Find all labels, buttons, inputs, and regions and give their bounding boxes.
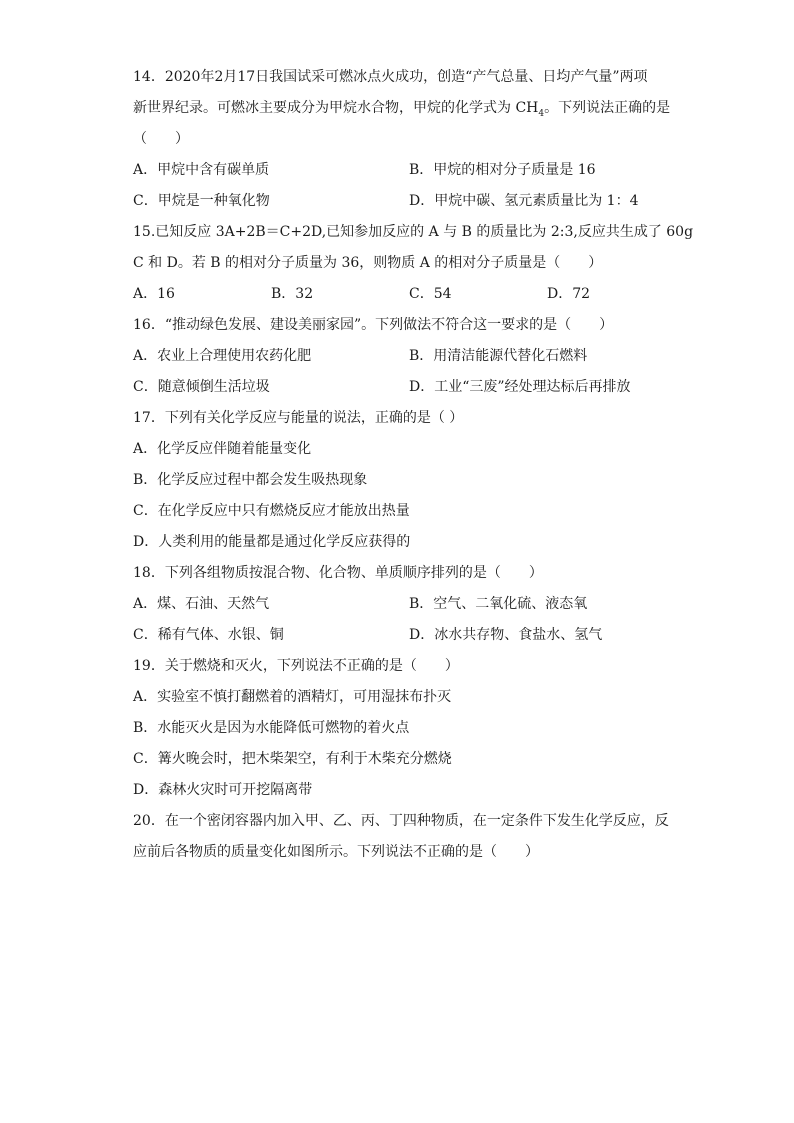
question-text-line: 17．下列有关化学反应与能量的说法，正确的是（ ） [133, 410, 464, 426]
option-c: C．篝火晚会时，把木柴架空，有利于木柴充分燃烧 [133, 751, 452, 767]
question-text-line: 19．关于燃烧和灭火，下列说法不正确的是（ ） [133, 658, 459, 674]
option-a: A．16 [133, 286, 175, 302]
option-c: C．随意倾倒生活垃圾 [133, 379, 270, 395]
option-b: B．水能灭火是因为水能降低可燃物的着火点 [133, 720, 410, 736]
question-text-line: 应前后各物质的质量变化如图所示。下列说法不正确的是（ ） [133, 844, 539, 860]
option-d: D．冰水共存物、食盐水、氢气 [409, 627, 603, 643]
option-a: A．实验室不慎打翻燃着的酒精灯，可用湿抹布扑灭 [133, 689, 452, 705]
question-text-line: 15.已知反应 3A+2B＝C+2D,已知参加反应的 A 与 B 的质量比为 2:3,反应共生成了 60g [133, 224, 694, 240]
answer-blank: （ ） [133, 131, 189, 147]
option-b: B．化学反应过程中都会发生吸热现象 [133, 472, 368, 488]
question-text-line: C 和 D。若 B 的相对分子质量为 36，则物质 A 的相对分子质量是（ ） [133, 255, 603, 271]
option-a: A．甲烷中含有碳单质 [133, 162, 270, 178]
question-20 [133, 806, 669, 868]
option-d: D．甲烷中碳、氢元素质量比为 1：4 [409, 193, 639, 209]
question-14 [133, 62, 671, 217]
option-d: D．工业“三废”经处理达标后再排放 [409, 379, 631, 395]
option-b: B．甲烷的相对分子质量是 16 [409, 162, 596, 178]
question-19 [133, 651, 663, 806]
option-b: B．32 [271, 286, 314, 302]
question-text-line: 18．下列各组物质按混合物、化合物、单质顺序排列的是（ ） [133, 565, 543, 581]
option-row [133, 186, 663, 217]
option-d: D．72 [547, 286, 591, 302]
question-text-line: 新世界纪录。可燃冰主要成分为甲烷水合物，甲烷的化学式为 $CH_4$。下列说法正确的是 [133, 100, 671, 119]
option-a: A．化学反应伴随着能量变化 [133, 441, 312, 457]
question-text-line: 14．2020年2月17日我国试采可燃冰点火成功，创造“产气总量、日均产气量”两项 [133, 69, 648, 85]
option-c: C．54 [409, 286, 452, 302]
option-a: A．煤、石油、天然气 [133, 596, 270, 612]
question-16 [133, 310, 663, 403]
option-c: C．稀有气体、水银、铜 [133, 627, 284, 643]
question-15 [133, 217, 694, 310]
option-d: D．森林火灾时可开挖隔离带 [133, 782, 313, 798]
question-text-line: 16．“推动绿色发展、建设美丽家园”。下列做法不符合这一要求的是（ ） [133, 317, 614, 333]
option-row [133, 279, 663, 310]
option-d: D．人类利用的能量都是通过化学反应获得的 [133, 534, 411, 550]
option-row [133, 155, 663, 186]
option-c: C．在化学反应中只有燃烧反应才能放出热量 [133, 503, 410, 519]
option-row [133, 372, 663, 403]
option-b: B．用清洁能源代替化石燃料 [409, 348, 588, 364]
question-18 [133, 558, 663, 651]
formula-subscript: 4 [538, 108, 545, 119]
question-text-line: 20．在一个密闭容器内加入甲、乙、丙、丁四种物质，在一定条件下发生化学反应，反 [133, 813, 669, 829]
option-a: A．农业上合理使用农药化肥 [133, 348, 312, 364]
option-b: B．空气、二氧化硫、液态氧 [409, 596, 588, 612]
option-c: C．甲烷是一种氧化物 [133, 193, 270, 209]
question-list [133, 62, 694, 868]
option-row [133, 341, 663, 372]
option-row [133, 589, 663, 620]
question-17 [133, 403, 663, 558]
option-row [133, 620, 663, 651]
